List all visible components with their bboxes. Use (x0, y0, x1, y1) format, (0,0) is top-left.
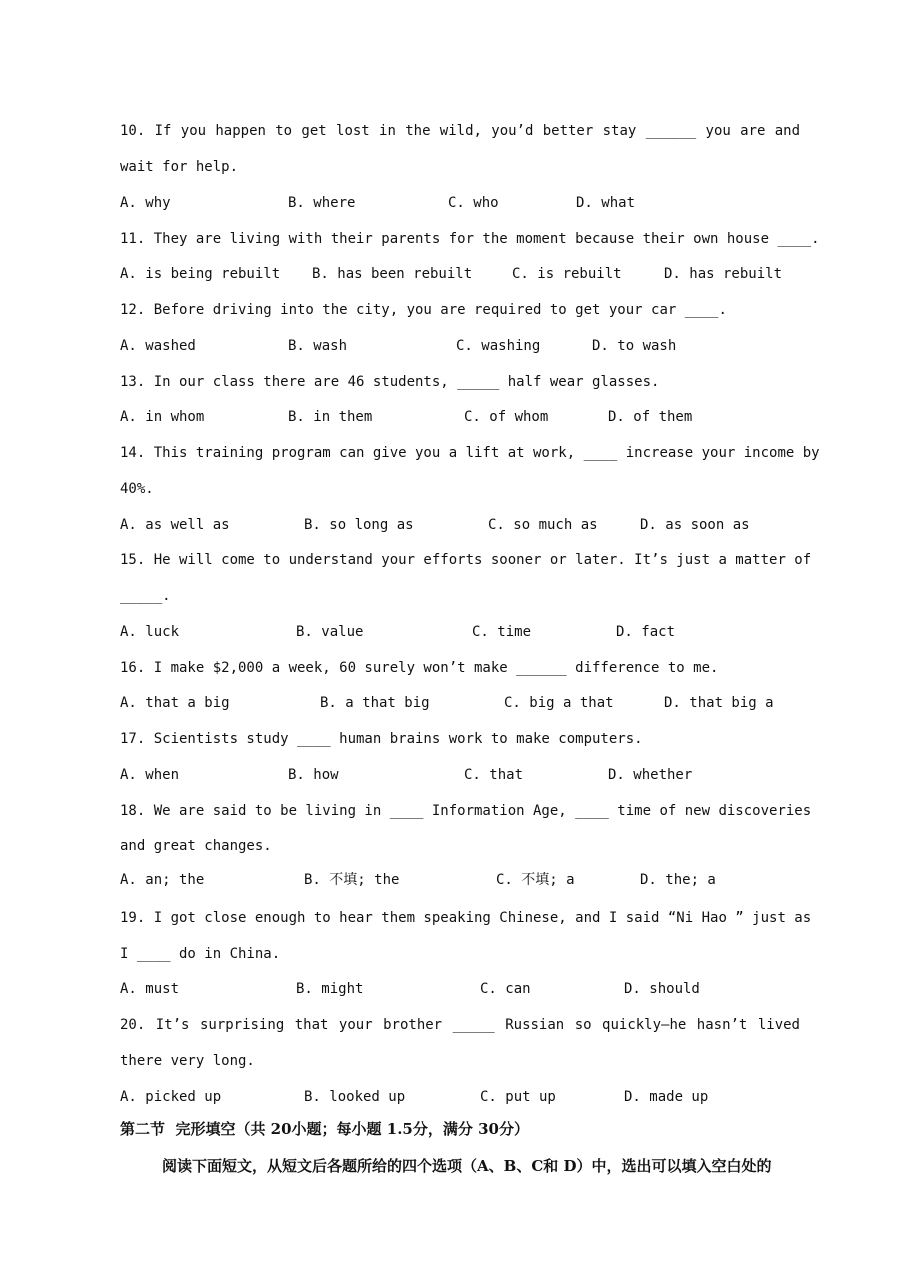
q15-stem-line-2: _____. (120, 588, 171, 604)
q16-option-d: D. that big a (664, 695, 774, 711)
q17-option-c: C. that (464, 767, 524, 783)
q14-options (120, 516, 820, 534)
q15-options (120, 623, 820, 641)
q10-option-d: D. what (576, 195, 636, 211)
q11-option-a: A. is being rebuilt (120, 266, 281, 282)
q12-options (120, 337, 820, 355)
q18-option-d: D. the; a (640, 872, 716, 888)
q19-option-a: A. must (120, 981, 180, 997)
q13-option-b: B. in them (288, 409, 373, 425)
q12-stem-line-1: 12. Before driving into the city, you are required to get your car ____. (120, 302, 727, 318)
section-heading: 第二节 完形填空（共 20小题；每小题 1.5分，满分 30分） (120, 1120, 529, 1138)
q18-option-c: C. 不填; a (496, 872, 575, 888)
q13-stem-line-1: 13. In our class there are 46 students, _____ half wear glasses. (120, 374, 660, 390)
q20-option-a: A. picked up (120, 1089, 222, 1105)
q16-stem-line-1: 16. I make $2,000 a week, 60 surely won’t make ______ difference to me. (120, 660, 719, 676)
q17-option-d: D. whether (608, 767, 693, 783)
q15-option-a: A. luck (120, 624, 180, 640)
q11-stem-line-1: 11. They are living with their parents for the moment because their own house ____. (120, 231, 820, 247)
q11-option-d: D. has rebuilt (664, 266, 783, 282)
q15-option-c: C. time (472, 624, 532, 640)
q19-options (120, 980, 820, 998)
q12-option-a: A. washed (120, 338, 196, 354)
q14-option-c: C. so much as (488, 517, 598, 533)
q12-option-c: C. washing (456, 338, 541, 354)
q18-option-a: A. an; the (120, 872, 205, 888)
q16-option-c: C. big a that (504, 695, 614, 711)
q17-option-a: A. when (120, 767, 180, 783)
q16-option-b: B. a that big (320, 695, 430, 711)
q14-stem-line-2: 40%. (120, 481, 154, 497)
section-instructions: 阅读下面短文，从短文后各题所给的四个选项（A、B、C和 D）中，选出可以填入空白处的 (162, 1157, 772, 1175)
q19-option-b: B. might (296, 981, 364, 997)
q18-options (120, 871, 820, 889)
q10-option-a: A. why (120, 195, 171, 211)
q16-options (120, 694, 820, 712)
q10-option-b: B. where (288, 195, 356, 211)
q19-stem-line-1: 19. I got close enough to hear them speaking Chinese, and I said “Ni Hao ” just as (120, 910, 812, 926)
q10-options (120, 194, 820, 212)
q15-option-d: D. fact (616, 624, 676, 640)
q12-option-d: D. to wash (592, 338, 677, 354)
q12-option-b: B. wash (288, 338, 348, 354)
q14-stem-line-1: 14. This training program can give you a lift at work, ____ increase your income by (120, 445, 820, 461)
q10-stem-line-1: 10. If you happen to get lost in the wild, you’d better stay ______ you are and (120, 123, 800, 139)
q14-option-b: B. so long as (304, 517, 414, 533)
q17-options (120, 766, 820, 784)
q19-option-c: C. can (480, 981, 531, 997)
q19-stem-line-2: I ____ do in China. (120, 946, 281, 962)
q11-option-c: C. is rebuilt (512, 266, 622, 282)
q13-option-c: C. of whom (464, 409, 549, 425)
q20-option-b: B. looked up (304, 1089, 406, 1105)
q13-option-d: D. of them (608, 409, 693, 425)
q10-option-c: C. who (448, 195, 499, 211)
q11-options (120, 265, 820, 283)
q20-option-c: C. put up (480, 1089, 556, 1105)
q13-options (120, 408, 820, 426)
q17-stem-line-1: 17. Scientists study ____ human brains work to make computers. (120, 731, 643, 747)
q20-option-d: D. made up (624, 1089, 709, 1105)
q19-option-d: D. should (624, 981, 700, 997)
q20-stem-line-1: 20. It’s surprising that your brother _____ Russian so quickly—he hasn’t lived (120, 1017, 800, 1033)
q17-option-b: B. how (288, 767, 339, 783)
q18-option-b: B. 不填; the (304, 872, 400, 888)
q13-option-a: A. in whom (120, 409, 205, 425)
q10-stem-line-2: wait for help. (120, 159, 239, 175)
q18-stem-line-1: 18. We are said to be living in ____ Information Age, ____ time of new discoveries (120, 803, 812, 819)
q14-option-d: D. as soon as (640, 517, 750, 533)
q18-stem-line-2: and great changes. (120, 838, 272, 854)
q16-option-a: A. that a big (120, 695, 230, 711)
q11-option-b: B. has been rebuilt (312, 266, 473, 282)
q15-stem-line-1: 15. He will come to understand your efforts sooner or later. It’s just a matter of (120, 552, 812, 568)
q14-option-a: A. as well as (120, 517, 230, 533)
q20-stem-line-2: there very long. (120, 1053, 255, 1069)
q15-option-b: B. value (296, 624, 364, 640)
q20-options (120, 1088, 820, 1106)
